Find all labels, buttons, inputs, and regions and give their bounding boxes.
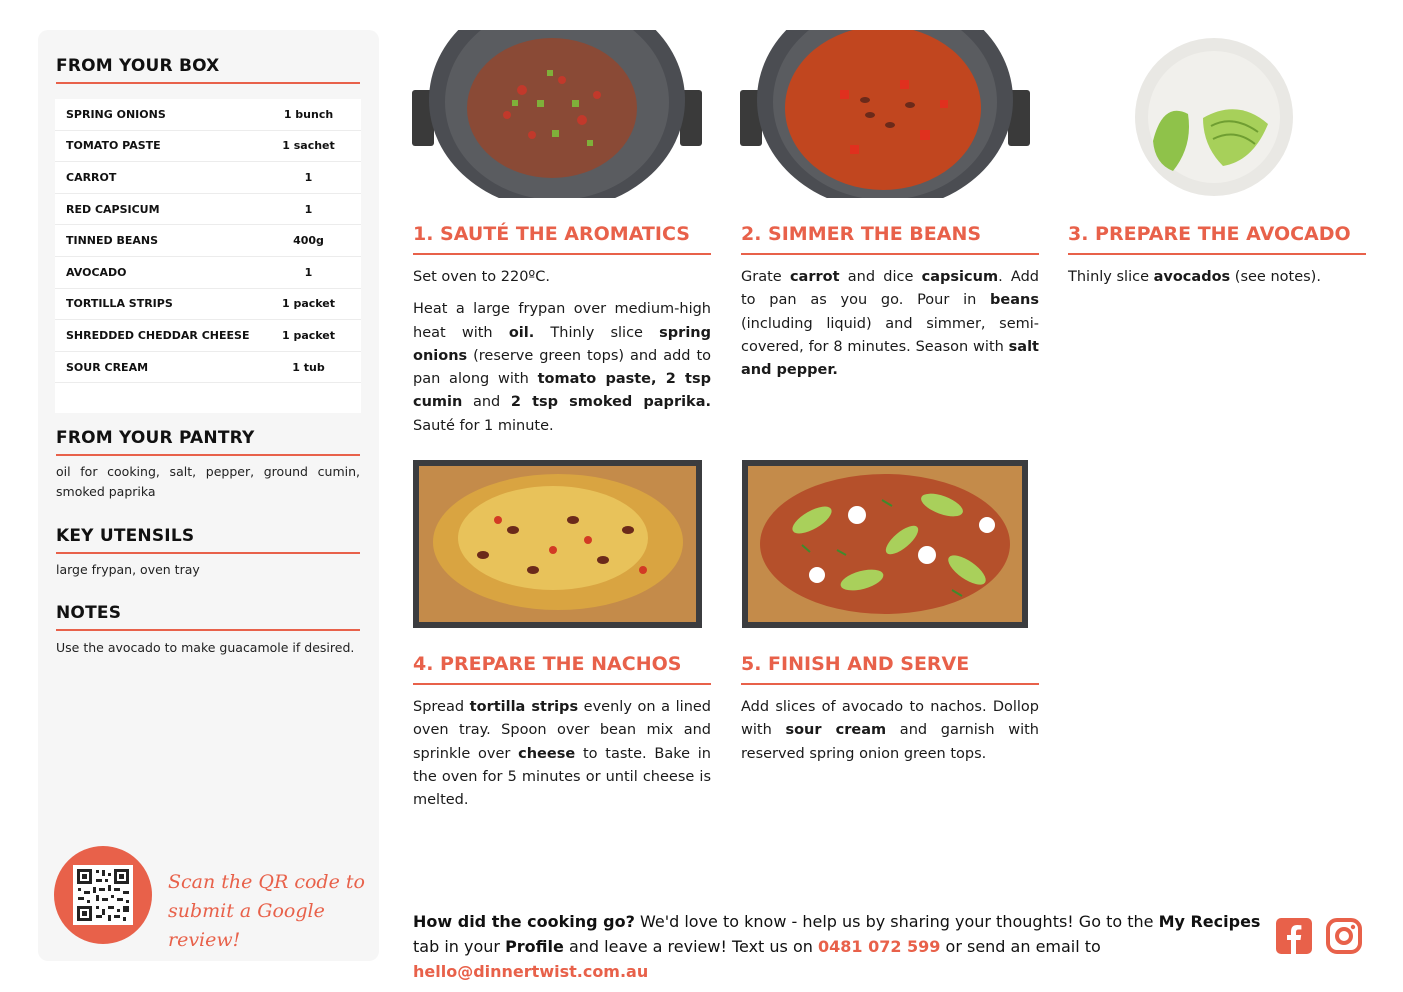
ingredient-qty: 1 xyxy=(304,170,313,184)
bold-ingredient: avocados xyxy=(1153,269,1231,285)
ingredient-name: SPRING ONIONS xyxy=(66,107,166,121)
ingredients-table xyxy=(55,99,361,413)
step-paragraph: Grate carrot and dice capsicum. Add to pan as you go. Pour in beans (including liquid) and simmer, semi-covered, for 8 minutes. Season with salt and pepper. xyxy=(741,269,1039,379)
step3-title: 3. PREPARE THE AVOCADO xyxy=(1068,223,1351,245)
step3-rule xyxy=(1068,253,1366,255)
facebook-icon[interactable] xyxy=(1276,918,1312,954)
bold-ingredient: sour cream xyxy=(785,722,887,739)
footer-bold: My Recipes xyxy=(1158,912,1261,931)
ingredient-row xyxy=(55,225,361,257)
ingredient-name: SOUR CREAM xyxy=(66,360,149,374)
ingredient-row xyxy=(55,162,361,194)
qr-code-icon[interactable] xyxy=(73,865,133,925)
utensils-text: large frypan, oven tray xyxy=(56,562,200,577)
bold-ingredient: 2 tsp smoked paprika. xyxy=(510,394,711,411)
step2-title: 2. SIMMER THE BEANS xyxy=(741,223,982,245)
step4-rule xyxy=(413,683,711,685)
ingredient-qty: 400g xyxy=(293,234,324,248)
bold-ingredient: tortilla strips xyxy=(469,699,579,715)
sidebar xyxy=(38,30,379,961)
step5-rule xyxy=(741,683,1039,685)
step5-photo xyxy=(742,460,1028,628)
ingredient-qty: 1 sachet xyxy=(282,139,335,153)
ingredient-name: RED CAPSICUM xyxy=(66,202,160,216)
bold-ingredient: tomato paste, 2 tsp cumin xyxy=(413,371,711,411)
ingredient-name: SHREDDED CHEDDAR CHEESE xyxy=(66,328,250,342)
step-paragraph: Heat a large frypan over medium-high heat with oil. Thinly slice spring onions (reserve green tops) and add to pan along with tomato paste, 2 tsp cumin and 2 tsp smoked paprika. Sauté for 1 minute. xyxy=(413,301,711,434)
ingredient-qty: 1 packet xyxy=(281,328,336,342)
step3-photo xyxy=(1133,36,1295,198)
ingredient-row xyxy=(55,352,361,384)
pantry-rule xyxy=(56,454,360,456)
bold-ingredient: beans xyxy=(990,292,1039,309)
ingredient-row xyxy=(55,320,361,352)
utensils-rule xyxy=(56,552,360,554)
ingredient-qty: 1 packet xyxy=(281,297,336,311)
step4-title: 4. PREPARE THE NACHOS xyxy=(413,653,682,675)
ingredient-row xyxy=(55,194,361,226)
box-title: FROM YOUR BOX xyxy=(56,56,220,76)
pantry-title: FROM YOUR PANTRY xyxy=(56,428,255,448)
pantry-text: oil for cooking, salt, pepper, ground cumin, smoked paprika xyxy=(56,464,360,499)
email-link[interactable]: hello@dinnertwist.com.au xyxy=(413,962,649,981)
bold-ingredient: salt and pepper. xyxy=(741,338,1039,379)
ingredient-name: TORTILLA STRIPS xyxy=(66,297,173,311)
ingredient-row xyxy=(55,131,361,163)
bold-ingredient: spring onions xyxy=(413,324,711,364)
utensils-title: KEY UTENSILS xyxy=(56,526,195,546)
step4-body xyxy=(413,696,711,821)
step1-title: 1. SAUTÉ THE AROMATICS xyxy=(413,223,690,245)
step2-rule xyxy=(741,253,1039,255)
step4-photo xyxy=(413,460,702,628)
ingredient-name: CARROT xyxy=(66,170,117,184)
notes-rule xyxy=(56,629,360,631)
step5-body xyxy=(741,696,1039,775)
qr-caption-line-2: submit a Google review! xyxy=(168,900,325,951)
qr-badge[interactable] xyxy=(54,846,152,944)
bold-ingredient: capsicum xyxy=(921,269,999,285)
ingredient-row xyxy=(55,289,361,321)
bold-ingredient: carrot xyxy=(789,269,840,285)
ingredient-name: AVOCADO xyxy=(66,265,127,279)
step3-body xyxy=(1068,266,1366,298)
step-paragraph: Thinly slice avocados (see notes). xyxy=(1068,269,1321,285)
bold-ingredient: oil. xyxy=(508,324,535,341)
step1-photo xyxy=(412,30,702,198)
ingredient-name: TINNED BEANS xyxy=(66,234,159,248)
ingredient-qty: 1 tub xyxy=(292,360,325,374)
phone-link[interactable]: 0481 072 599 xyxy=(817,937,941,956)
feedback-footer: How did the cooking go? We'd love to know - help us by sharing your thoughts! Go to the My Recipes tab in your Profile and leave a review! Text us on 0481 072 599 or send an email to hello@dinnertwist.com.au xyxy=(413,912,1261,981)
footer-bold: Profile xyxy=(505,937,564,956)
step1-body xyxy=(413,266,711,447)
ingredient-row xyxy=(55,257,361,289)
instagram-icon[interactable] xyxy=(1326,918,1362,954)
step-paragraph: Set oven to 220ºC. xyxy=(413,269,550,285)
step1-rule xyxy=(413,253,711,255)
notes-text: Use the avocado to make guacamole if desired. xyxy=(56,640,355,655)
footer-bold: How did the cooking go? xyxy=(413,912,635,931)
step5-title: 5. FINISH AND SERVE xyxy=(741,653,970,675)
step-paragraph: Add slices of avocado to nachos. Dollop with sour cream and garnish with reserved spring onion green tops. xyxy=(741,699,1039,762)
qr-caption xyxy=(168,868,378,955)
bold-ingredient: cheese xyxy=(518,745,576,762)
ingredient-qty: 1 bunch xyxy=(283,107,334,121)
step-paragraph: Spread tortilla strips evenly on a lined oven tray. Spoon over bean mix and sprinkle over cheese to taste. Bake in the oven for 5 minutes or until cheese is melted. xyxy=(413,699,712,809)
box-title-rule xyxy=(56,82,360,84)
step2-body xyxy=(741,266,1039,391)
step2-photo xyxy=(740,30,1030,198)
ingredient-qty: 1 xyxy=(304,265,313,279)
notes-title: NOTES xyxy=(56,603,122,623)
ingredient-name: TOMATO PASTE xyxy=(66,139,161,153)
ingredient-row xyxy=(55,99,361,131)
qr-caption-line-1: Scan the QR code to xyxy=(168,871,365,893)
ingredient-qty: 1 xyxy=(304,202,313,216)
